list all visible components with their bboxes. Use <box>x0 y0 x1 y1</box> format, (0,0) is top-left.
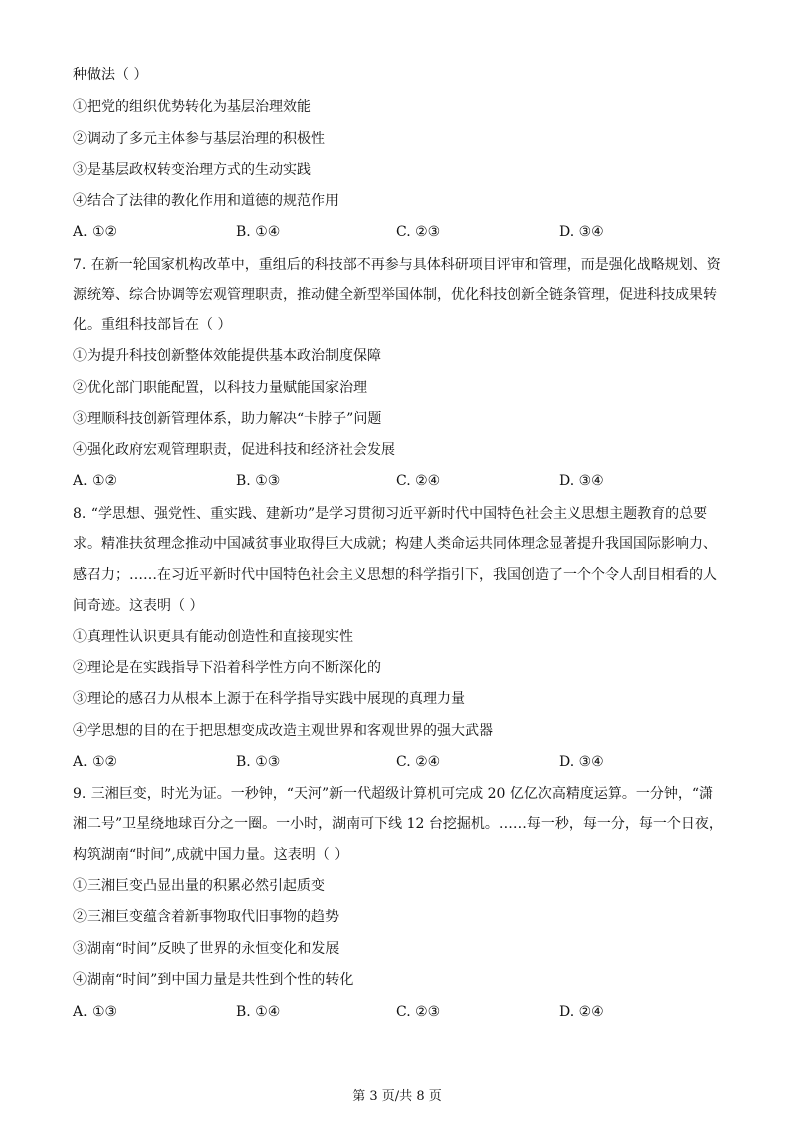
q9-stem-line-2: 湘二号”卫星绕地球百分之一圈。一小时，湖南可下线 12 台挖掘机。……每一秒，每一分，每一个日夜， <box>73 816 723 832</box>
q9-statement-2: ②三湘巨变蕴含着新事物取代旧事物的趋势 <box>73 909 339 925</box>
q6-statement-1: ①把党的组织优势转化为基层治理效能 <box>73 99 311 115</box>
page-footer: 第 3 页/共 8 页 <box>352 1089 442 1104</box>
q8-stem-line-4: 间奇迹。这表明（ ） <box>73 598 204 614</box>
q8-stem-line-2: 求。精准扶贫理念推动中国减贫事业取得巨大成就；构建人类命运共同体理念显著提升我国国际影响力、 <box>73 536 717 552</box>
q8-stem-line-3: 感召力；……在习近平新时代中国特色社会主义思想的科学指引下，我国创造了一个个令人刮目相看的人 <box>73 567 717 583</box>
q6-option-b[interactable]: B. ①④ <box>236 224 281 240</box>
q9-option-b[interactable]: B. ①④ <box>236 1004 281 1020</box>
q8-stem-line-1: 8. “学思想、强党性、重实践、建新功”是学习贯彻习近平新时代中国特色社会主义思想主题教育的总要 <box>73 506 708 522</box>
q9-statement-4: ④湖南“时间”到中国力量是共性到个性的转化 <box>73 972 354 988</box>
q6-option-a[interactable]: A. ①② <box>73 224 118 240</box>
q7-stem-line-2: 源统筹、综合协调等宏观管理职责，推动健全新型举国体制，优化科技创新全链条管理，促进科技成果转 <box>73 287 717 303</box>
q7-statement-1: ①为提升科技创新整体效能提供基本政治制度保障 <box>73 348 381 364</box>
q8-options <box>73 753 723 771</box>
q6-option-d[interactable]: D. ③④ <box>559 224 604 240</box>
q9-option-c[interactable]: C. ②③ <box>396 1004 441 1020</box>
q9-option-a[interactable]: A. ①③ <box>73 1004 118 1020</box>
q8-option-b[interactable]: B. ①③ <box>236 754 281 770</box>
q8-statement-1: ①真理性认识更具有能动创造性和直接现实性 <box>73 629 353 645</box>
q6-option-c[interactable]: C. ②③ <box>396 224 441 240</box>
q6-statement-3: ③是基层政权转变治理方式的生动实践 <box>73 162 311 178</box>
q7-option-d[interactable]: D. ③④ <box>559 473 604 489</box>
q7-option-c[interactable]: C. ②④ <box>396 473 441 489</box>
q6-stem-tail: 种做法（ ） <box>73 67 148 83</box>
q9-stem-line-1: 9. 三湘巨变，时光为证。一秒钟，“天河”新一代超级计算机可完成 20 亿亿次高精度运算。一分钟，“潇 <box>73 786 713 802</box>
q7-statement-3: ③理顺科技创新管理体系，助力解决“卡脖子”问题 <box>73 411 382 427</box>
q6-statement-2: ②调动了多元主体参与基层治理的积极性 <box>73 131 325 147</box>
q9-option-d[interactable]: D. ②④ <box>559 1004 604 1020</box>
q8-statement-2: ②理论是在实践指导下沿着科学性方向不断深化的 <box>73 660 381 676</box>
q9-statement-3: ③湖南“时间”反映了世界的永恒变化和发展 <box>73 941 340 957</box>
q7-statement-4: ④强化政府宏观管理职责，促进科技和经济社会发展 <box>73 442 395 458</box>
q9-statement-1: ①三湘巨变凸显出量的积累必然引起质变 <box>73 878 325 894</box>
q9-stem-line-3: 构筑湖南“时间”,成就中国力量。这表明（ ） <box>73 847 349 863</box>
q7-option-a[interactable]: A. ①② <box>73 473 118 489</box>
q7-options <box>73 472 723 490</box>
q7-option-b[interactable]: B. ①③ <box>236 473 281 489</box>
q8-option-c[interactable]: C. ②④ <box>396 754 441 770</box>
q7-statement-2: ②优化部门职能配置，以科技力量赋能国家治理 <box>73 380 367 396</box>
q8-statement-4: ④学思想的目的在于把思想变成改造主观世界和客观世界的强大武器 <box>73 723 493 739</box>
q7-stem-line-1: 7. 在新一轮国家机构改革中，重组后的科技部不再参与具体科研项目评审和管理，而是强化战略规划、资 <box>73 257 721 273</box>
q8-option-a[interactable]: A. ①② <box>73 754 118 770</box>
q8-statement-3: ③理论的感召力从根本上源于在科学指导实践中展现的真理力量 <box>73 691 465 707</box>
q8-option-d[interactable]: D. ③④ <box>559 754 604 770</box>
q9-options <box>73 1003 723 1021</box>
q6-statement-4: ④结合了法律的教化作用和道德的规范作用 <box>73 193 339 209</box>
q7-stem-line-3: 化。重组科技部旨在（ ） <box>73 317 232 333</box>
q6-options <box>73 223 723 241</box>
